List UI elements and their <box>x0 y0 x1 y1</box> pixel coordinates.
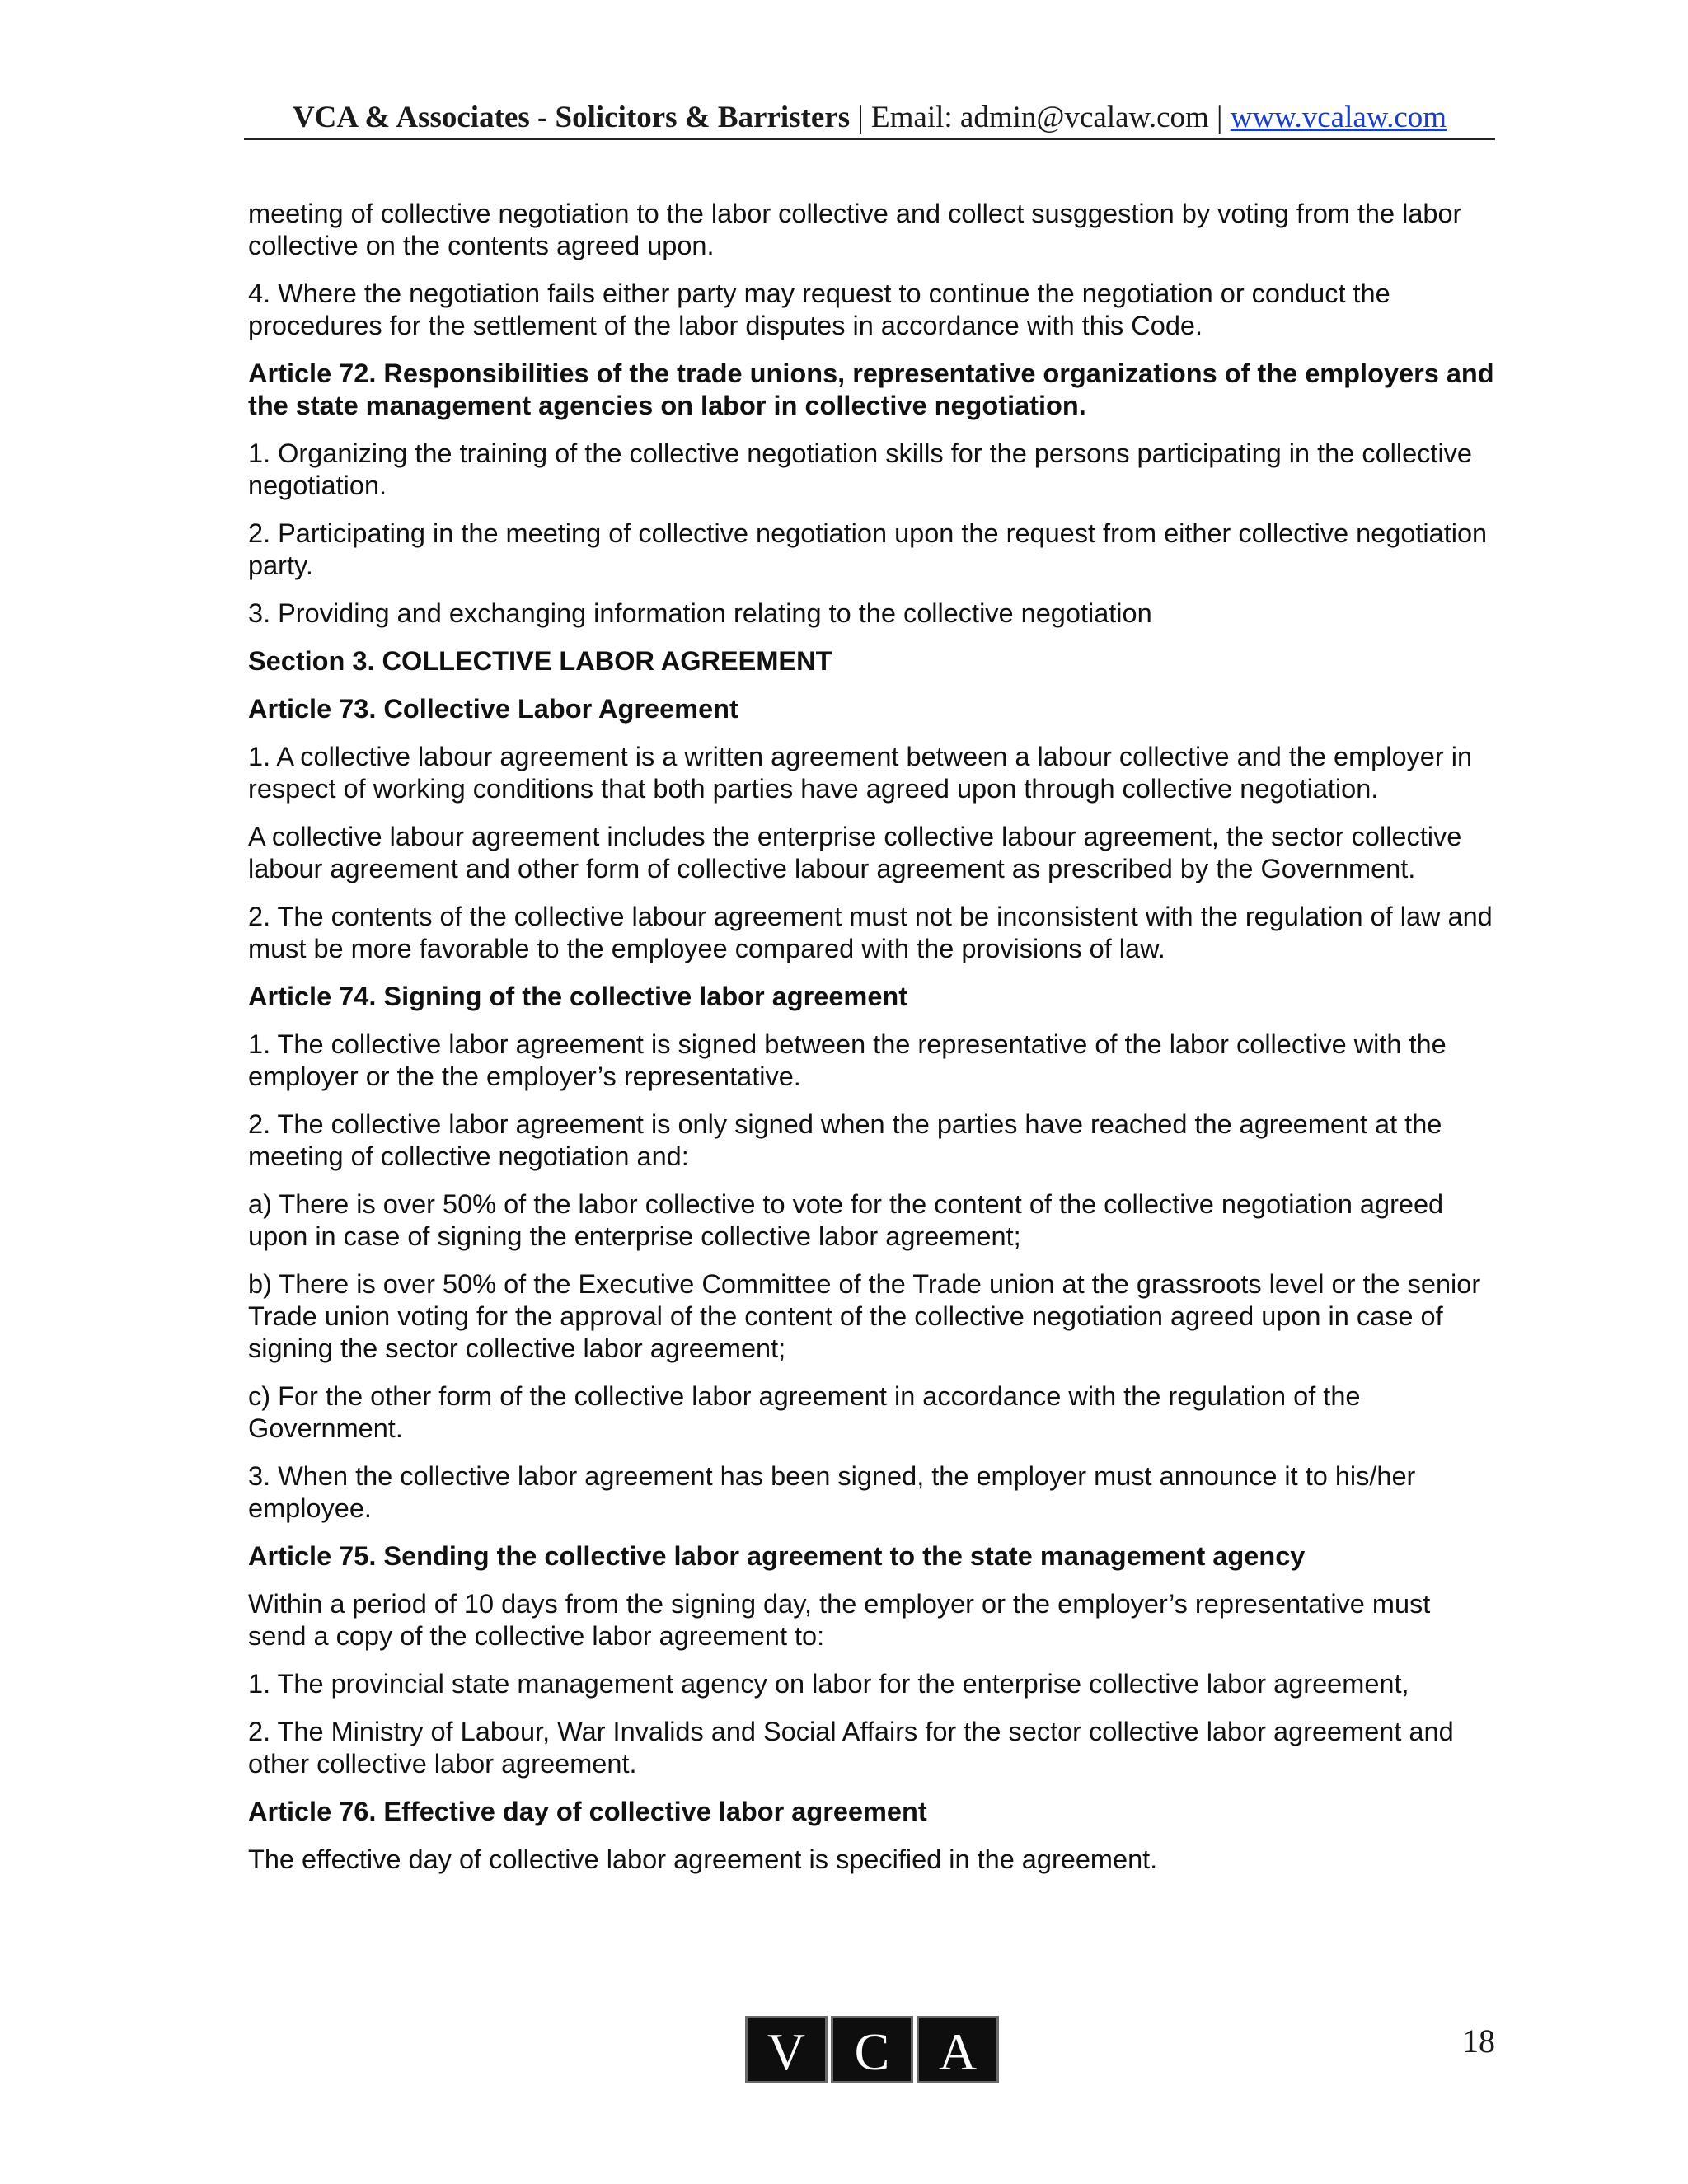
body-paragraph: Within a period of 10 days from the signing day, the employer or the employer’s representative must send a copy of the collective labor agreement to: <box>248 1589 1431 1651</box>
website-link[interactable]: www.vcalaw.com <box>1230 101 1447 134</box>
article-heading: Article 73. Collective Labor Agreement <box>248 694 738 724</box>
article-heading: Article 72. Responsibilities of the trade unions, representative organizations of the employers and the state management agencies on labor in collective negotiation. <box>248 359 1494 420</box>
page-number: 18 <box>1462 2022 1495 2060</box>
body-paragraph: 4. Where the negotiation fails either party may request to continue the negotiation or conduct the procedures for the settlement of the labor disputes in accordance with this Code. <box>248 279 1390 340</box>
header-separator: | <box>850 101 872 134</box>
body-paragraph: b) There is over 50% of the Executive Committee of the Trade union at the grassroots level or the senior Trade union voting for the approval of the content of the collective negotiation agreed upon in case of signing the sector collective labor agreement; <box>248 1269 1481 1363</box>
header-divider <box>244 138 1495 140</box>
article-heading: Article 75. Sending the collective labor agreement to the state management agency <box>248 1541 1306 1571</box>
logo-letter-a: A <box>917 2016 999 2083</box>
body-paragraph: 3. Providing and exchanging information relating to the collective negotiation <box>248 598 1152 628</box>
page-header <box>244 97 1495 138</box>
body-paragraph: meeting of collective negotiation to the labor collective and collect susggestion by voting from the labor collective on the contents agreed upon. <box>248 199 1462 260</box>
body-paragraph: 2. Participating in the meeting of collective negotiation upon the request from either collective negotiation party. <box>248 518 1488 580</box>
article-heading: Article 76. Effective day of collective labor agreement <box>248 1797 927 1826</box>
logo-letter-c: C <box>831 2016 913 2083</box>
logo-letter-v: V <box>745 2016 828 2083</box>
body-paragraph: A collective labour agreement includes the enterprise collective labour agreement, the sector collective labour agreement and other form of collective labour agreement as prescribed by the Government. <box>248 822 1462 883</box>
firm-name: VCA & Associates - Solicitors & Barristers <box>292 101 851 134</box>
header-separator: | <box>1208 101 1231 134</box>
body-paragraph: 1. The provincial state management agency on labor for the enterprise collective labor agreement, <box>248 1669 1409 1699</box>
body-paragraph: 1. A collective labour agreement is a written agreement between a labour collective and the employer in respect of working conditions that both parties have agreed upon through collective negotiation. <box>248 742 1473 804</box>
vca-logo <box>745 2016 999 2083</box>
body-paragraph: 1. The collective labor agreement is signed between the representative of the labor collective with the employer or the the employer’s representative. <box>248 1029 1447 1091</box>
body-paragraph: a) There is over 50% of the labor collective to vote for the content of the collective negotiation agreed upon in case of signing the enterprise collective labor agreement; <box>248 1189 1444 1251</box>
body-paragraph: 3. When the collective labor agreement has been signed, the employer must announce it to his/her employee. <box>248 1461 1416 1523</box>
section-heading: Section 3. COLLECTIVE LABOR AGREEMENT <box>248 646 832 676</box>
body-paragraph: 2. The collective labor agreement is only signed when the parties have reached the agreement at the meeting of collective negotiation and: <box>248 1109 1442 1171</box>
body-paragraph: 2. The Ministry of Labour, War Invalids and Social Affairs for the sector collective labor agreement and other collective labor agreement. <box>248 1717 1454 1779</box>
header-email: Email: admin@vcalaw.com <box>871 101 1209 134</box>
document-body <box>248 198 1494 1891</box>
body-paragraph: The effective day of collective labor agreement is specified in the agreement. <box>248 1844 1158 1874</box>
body-paragraph: 2. The contents of the collective labour agreement must not be inconsistent with the regulation of law and must be more favorable to the employee compared with the provisions of law. <box>248 902 1493 963</box>
article-heading: Article 74. Signing of the collective labor agreement <box>248 982 908 1011</box>
body-paragraph: c) For the other form of the collective labor agreement in accordance with the regulation of the Government. <box>248 1381 1361 1443</box>
body-paragraph: 1. Organizing the training of the collective negotiation skills for the persons participating in the collective negotiation. <box>248 438 1472 500</box>
